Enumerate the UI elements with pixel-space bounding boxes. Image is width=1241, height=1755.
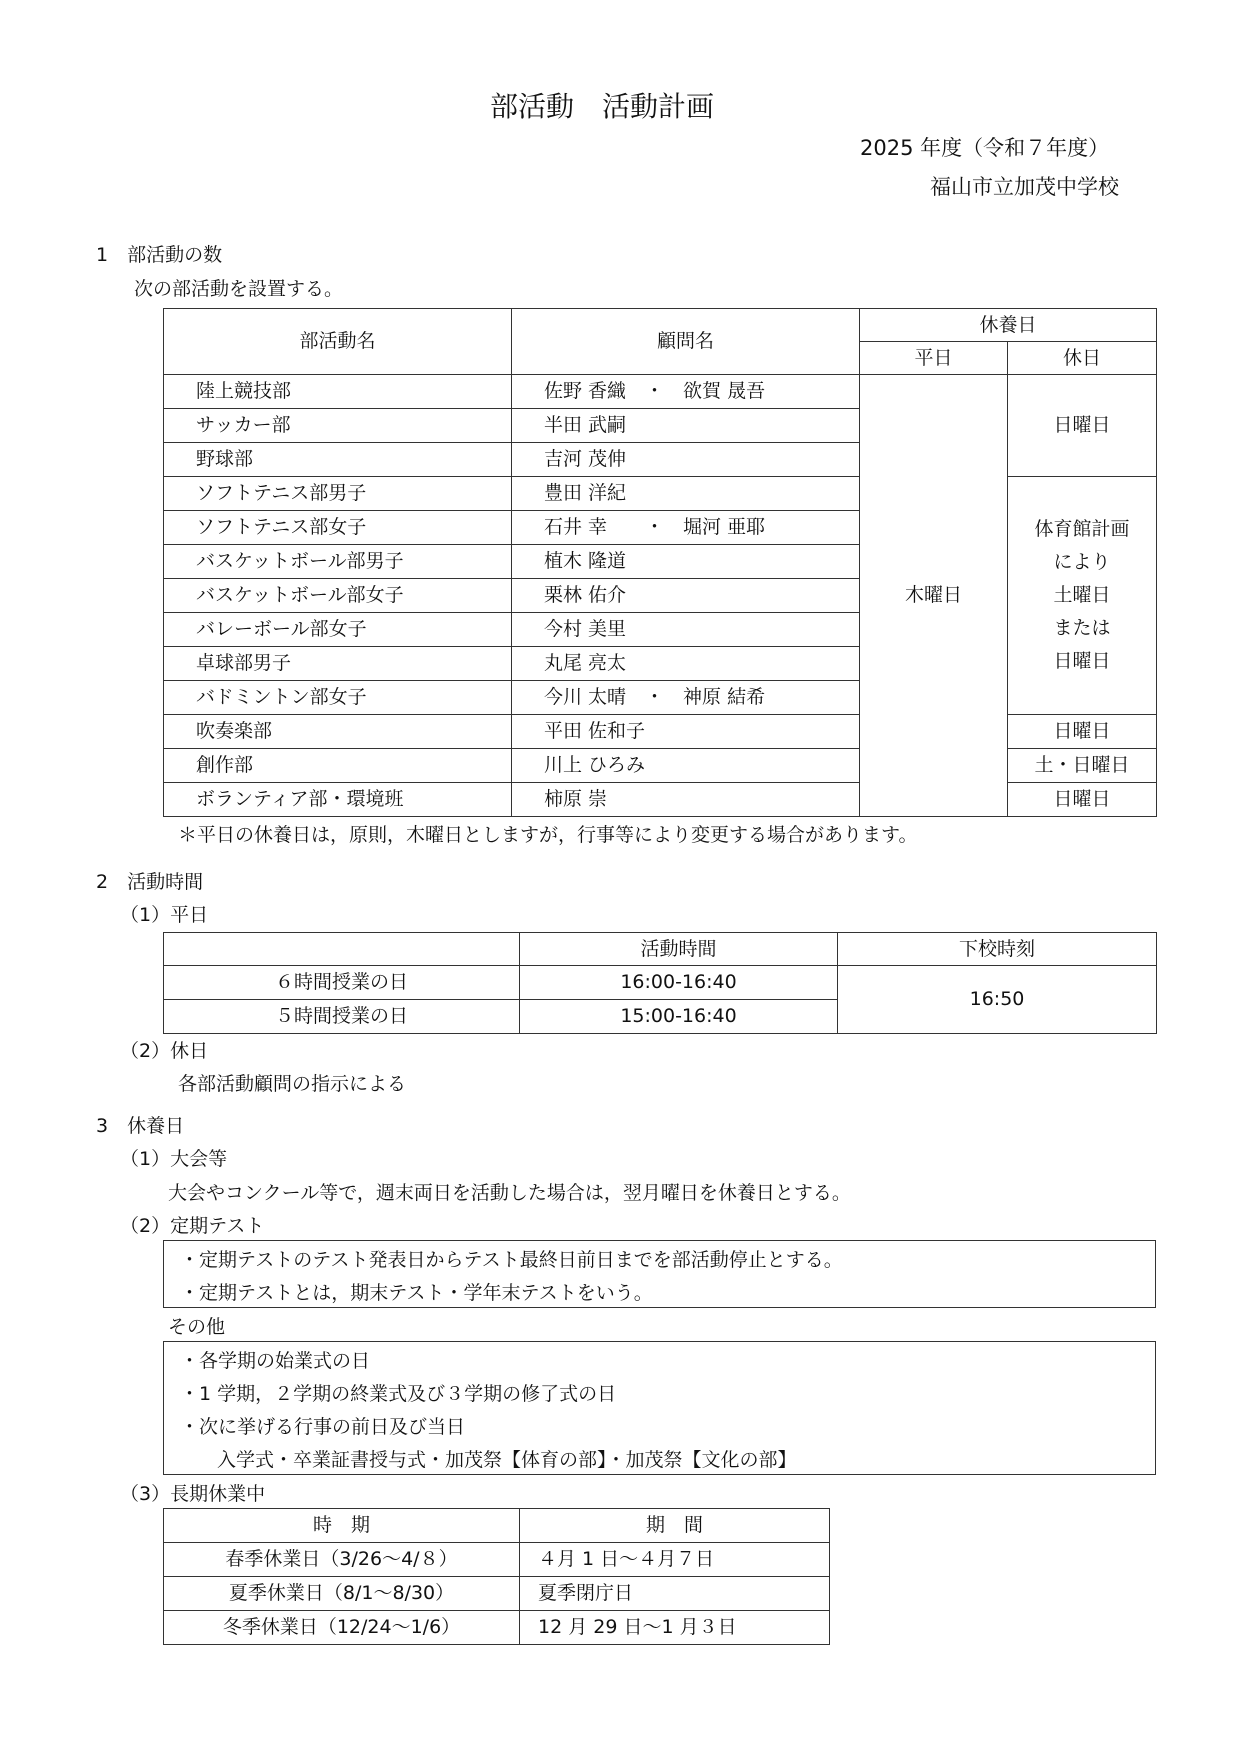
advisor-name: 平田 佐和子 [512, 715, 860, 749]
test-line: ・定期テストのテスト発表日からテスト最終日前日までを部活動停止とする。 [180, 1249, 843, 1271]
advisor-name: 今川 太晴 ・ 神原 結希 [512, 681, 860, 715]
advisor-name: 柿原 崇 [512, 783, 860, 817]
test-line: ・定期テストとは，期末テスト・学年末テストをいう。 [180, 1282, 653, 1304]
holiday-text: 各部活動顧問の指示による [178, 1073, 407, 1095]
activity-time: 16:00-16:40 [520, 966, 838, 1000]
test-label: （2）定期テスト [120, 1215, 265, 1237]
header-dates: 期 間 [520, 1509, 830, 1543]
weekday-rest: 木曜日 [860, 375, 1008, 817]
other-line: ・各学期の始業式の日 [180, 1350, 371, 1372]
header-rest: 休養日 [860, 309, 1157, 342]
gym-plan-line: により [1053, 551, 1111, 573]
empty-header [164, 933, 520, 966]
club-table [163, 308, 1157, 817]
tournament-label: （1）大会等 [120, 1148, 228, 1170]
advisor-name: 栗林 佑介 [512, 579, 860, 613]
tournament-text: 大会やコンクール等で，週末両日を活動した場合は，翌月曜日を休養日とする。 [168, 1182, 851, 1204]
gym-plan-line: 土曜日 [1053, 584, 1111, 606]
holiday-rest-sunday: 日曜日 [1008, 715, 1157, 749]
advisor-name: 豊田 洋紀 [512, 477, 860, 511]
advisor-name: 石井 幸 ・ 堀河 亜耶 [512, 511, 860, 545]
section1-intro: 次の部活動を設置する。 [134, 278, 344, 300]
gym-plan-line: 体育館計画 [1034, 518, 1130, 540]
gym-plan-line: または [1053, 617, 1111, 639]
long-vacation-label: （3）長期休業中 [120, 1483, 266, 1505]
other-line: ・次に挙げる行事の前日及び当日 [180, 1416, 466, 1438]
other-box [163, 1341, 1156, 1475]
club-name: 卓球部男子 [164, 647, 512, 681]
club-name: ソフトテニス部女子 [164, 511, 512, 545]
advisor-name: 丸尾 亮太 [512, 647, 860, 681]
school-name: 福山市立加茂中学校 [930, 175, 1119, 199]
advisor-name: 半田 武嗣 [512, 409, 860, 443]
advisor-name: 植木 隆道 [512, 545, 860, 579]
advisor-name: 今村 美里 [512, 613, 860, 647]
holiday-rest-weekend: 土・日曜日 [1008, 749, 1157, 783]
holiday-rest-sunday: 日曜日 [1008, 783, 1157, 817]
club-name: 創作部 [164, 749, 512, 783]
activity-time-table [163, 932, 1157, 1034]
holiday-rest-gym-plan [1008, 477, 1157, 715]
other-line: 入学式・卒業証書授与式・加茂祭【体育の部】・加茂祭【文化の部】 [198, 1449, 797, 1471]
gym-plan-line: 日曜日 [1053, 650, 1111, 672]
vacation-dates: 12 月 29 日～1 月３日 [520, 1611, 830, 1645]
activity-time: 15:00-16:40 [520, 1000, 838, 1034]
header-advisor: 顧問名 [512, 309, 860, 375]
advisor-name: 佐野 香織 ・ 欲賀 晟吾 [512, 375, 860, 409]
club-name: サッカー部 [164, 409, 512, 443]
club-name: ボランティア部・環境班 [164, 783, 512, 817]
vacation-period: 冬季休業日（12/24～1/6） [164, 1611, 520, 1645]
other-line: ・1 学期，２学期の終業式及び３学期の修了式の日 [180, 1383, 617, 1405]
header-club: 部活動名 [164, 309, 512, 375]
club-name: バスケットボール部男子 [164, 545, 512, 579]
test-box [163, 1240, 1156, 1308]
header-dismissal: 下校時刻 [838, 933, 1157, 966]
club-name: 陸上競技部 [164, 375, 512, 409]
section2-heading: 2 活動時間 [96, 871, 204, 893]
advisor-name: 吉河 茂伸 [512, 443, 860, 477]
fiscal-year: 2025 年度（令和７年度） [860, 136, 1110, 160]
dismissal-time: 16:50 [838, 966, 1157, 1034]
vacation-period: 春季休業日（3/26～4/８） [164, 1543, 520, 1577]
vacation-dates: ４月 1 日～４月７日 [520, 1543, 830, 1577]
club-name: ソフトテニス部男子 [164, 477, 512, 511]
weekday-label: （1）平日 [120, 904, 209, 926]
schedule-label: ５時間授業の日 [164, 1000, 520, 1034]
header-weekday: 平日 [860, 342, 1008, 375]
other-label: その他 [168, 1316, 226, 1338]
rest-note: ＊平日の休養日は，原則，木曜日としますが，行事等により変更する場合があります。 [178, 824, 918, 846]
club-name: バスケットボール部女子 [164, 579, 512, 613]
club-name: バレーボール部女子 [164, 613, 512, 647]
page-title: 部活動 活動計画 [490, 90, 715, 123]
vacation-period: 夏季休業日（8/1～8/30） [164, 1577, 520, 1611]
section3-heading: 3 休養日 [96, 1115, 185, 1137]
header-activity-time: 活動時間 [520, 933, 838, 966]
vacation-dates: 夏季閉庁日 [520, 1577, 830, 1611]
long-vacation-table [163, 1508, 830, 1645]
section1-heading: 1 部活動の数 [96, 244, 223, 266]
club-name: 野球部 [164, 443, 512, 477]
holiday-label: （2）休日 [120, 1040, 209, 1062]
club-name: バドミントン部女子 [164, 681, 512, 715]
header-holiday: 休日 [1008, 342, 1157, 375]
header-period: 時 期 [164, 1509, 520, 1543]
club-name: 吹奏楽部 [164, 715, 512, 749]
holiday-rest-sunday: 日曜日 [1008, 375, 1157, 477]
advisor-name: 川上 ひろみ [512, 749, 860, 783]
schedule-label: ６時間授業の日 [164, 966, 520, 1000]
